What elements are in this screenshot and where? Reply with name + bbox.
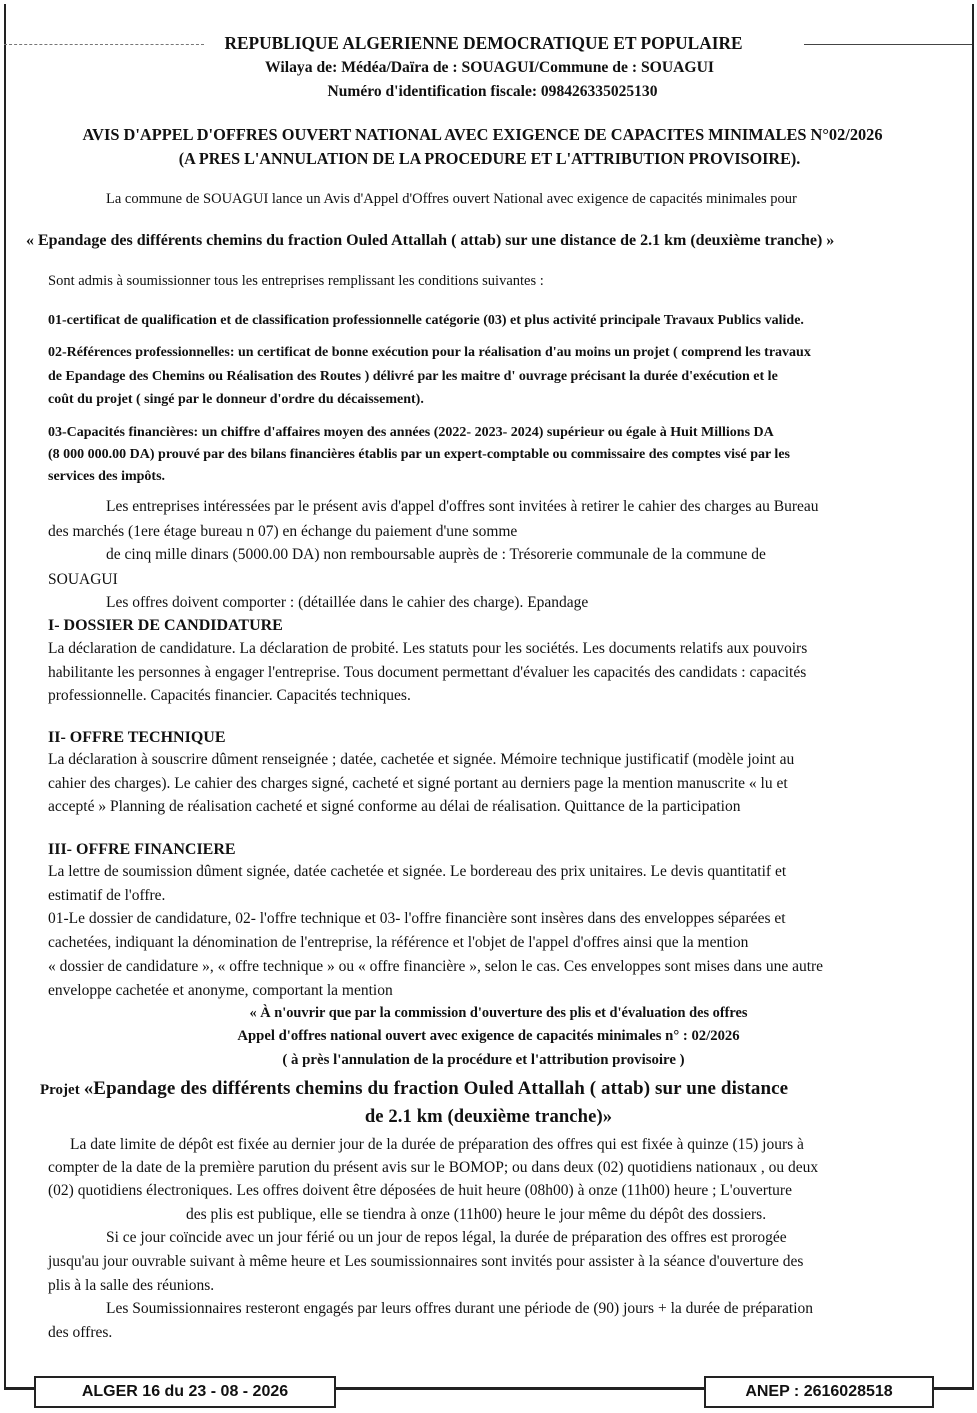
retrait-line: de cinq mille dinars (5000.00 DA) non remboursable auprès de : Trésorerie communale de la commune de: [106, 546, 766, 563]
section-title: II- OFFRE TECHNIQUE: [48, 729, 226, 746]
closing-line: Les Soumissionnaires resteront engagés par leurs offres durant une période de (90) jours + la durée de préparation: [106, 1300, 814, 1317]
notice-subtitle: (A PRES L'ANNULATION DE LA PROCEDURE ET L'ATTRIBUTION PROVISOIRE).: [178, 149, 801, 168]
retrait-line: des marchés (1ere étage bureau n 07) en échange du paiement d'une somme: [48, 523, 518, 540]
section-line: 01-Le dossier de candidature, 02- l'offre technique et 03- l'offre financière sont insères dans des enveloppes séparées et: [48, 910, 786, 927]
project-name-2: de 2.1 km (deuxième tranche)»: [364, 1106, 613, 1127]
condition-2-line: de Epandage des Chemins ou Réalisation des Routes ) délivré par les maitre d' ouvrage précisant la durée d'exécution et le: [48, 369, 778, 384]
section-line: La lettre de soumission dûment signée, datée cachetée et signée. Le bordereau des prix unitaires. Le devis quantitatif et: [48, 863, 787, 880]
section-line: estimatif de l'offre.: [48, 887, 166, 904]
section-title: I- DOSSIER DE CANDIDATURE: [48, 617, 283, 634]
retrait-line: Les entreprises intéressées par le présent avis d'appel d'offres sont invitées à retirer le cahier des charges au Bureau: [106, 498, 819, 515]
section-title: III- OFFRE FINANCIERE: [48, 841, 236, 858]
project-prefix: Projet: [40, 1082, 80, 1098]
mention-line: ( à près l'annulation de la procédure et l'attribution provisoire ): [282, 1052, 685, 1068]
section-line: « dossier de candidature », « offre technique » ou « offre financière », selon le cas. Ces enveloppes sont mises dans une autre: [48, 958, 824, 975]
condition-3-line: services des impôts.: [48, 469, 166, 484]
closing-line: plis à la salle des réunions.: [48, 1277, 215, 1294]
project-title: « Epandage des différents chemins du fraction Ouled Attallah ( attab) sur une distance de 2.1 km (deuxième tranche) »: [26, 232, 835, 249]
fiscal-id: Numéro d'identification fiscale: 098426335025130: [327, 83, 658, 100]
condition-2-line: coût du projet ( singé par le donneur d'ordre du décaissement).: [48, 392, 424, 407]
intro-text: La commune de SOUAGUI lance un Avis d'Appel d'Offres ouvert National avec exigence de capacités minimales pour: [106, 191, 797, 207]
closing-line: des offres.: [48, 1324, 113, 1341]
closing-line: des plis est publique, elle se tiendra à onze (11h00) heure le jour même du dépôt des dossiers.: [186, 1206, 767, 1223]
section-line: La déclaration de candidature. La déclaration de probité. Les statuts pour les sociétés. Les documents relatifs aux pouvoirs: [48, 640, 808, 657]
condition-1: 01-certificat de qualification et de classification professionnelle catégorie (03) et plus activité principale Travaux Publics valide.: [48, 313, 804, 328]
condition-2-line: 02-Références professionnelles: un certificat de bonne exécution pour la réalisation d'au moins un projet ( comprend les travaux: [48, 345, 811, 360]
closing-line: jusqu'au jour ouvrable suivant à même heure et Les soumissionnaires sont invités pour assister à la séance d'ouverture des: [48, 1253, 804, 1270]
mention-project: [40, 1078, 788, 1100]
section-line: La déclaration à souscrire dûment renseignée ; datée, cachetée et signée. Mémoire technique justificatif (modèle joint au: [48, 751, 795, 768]
condition-3-line: (8 000 000.00 DA) prouvé par des bilans financières établis par un expert-comptable ou commissaire des comptes visé par les: [48, 447, 790, 462]
mention-line: « À n'ouvrir que par la commission d'ouverture des plis et d'évaluation des offres: [249, 1005, 748, 1021]
section-line: accepté » Planning de réalisation cacheté et signé conforme au délai de réalisation. Quittance de la participation: [48, 798, 741, 815]
condition-3-line: 03-Capacités financières: un chiffre d'affaires moyen des années (2022- 2023- 2024) supérieur ou égale à Huit Millions DA: [48, 425, 774, 440]
wilaya-line: Wilaya de: Médéa/Daïra de : SOUAGUI/Commune de : SOUAGUI: [265, 59, 714, 76]
notice-title: AVIS D'APPEL D'OFFRES OUVERT NATIONAL AVEC EXIGENCE DE CAPACITES MINIMALES N°02/2026: [82, 125, 883, 144]
admitted-text: Sont admis à soumissionner tous les entreprises remplissant les conditions suivantes :: [48, 273, 544, 289]
section-line: professionnelle. Capacités financier. Capacités techniques.: [48, 687, 411, 704]
closing-line: Si ce jour coïncide avec un jour férié ou un jour de repos légal, la durée de préparation des offres est prorogée: [106, 1229, 787, 1246]
retrait-line: SOUAGUI: [48, 571, 118, 588]
section-line: enveloppe cachetée et anonyme, comportant la mention: [48, 982, 393, 999]
republic-header: REPUBLIQUE ALGERIENNE DEMOCRATIQUE ET POPULAIRE: [224, 33, 743, 53]
closing-line: (02) quotidiens électroniques. Les offres doivent être déposées de huit heure (08h00) à onze (11h00) heure ; L'ouverture: [48, 1182, 792, 1199]
anep-number: ANEP : 2616028518: [704, 1376, 934, 1408]
publication-reference: ALGER 16 du 23 - 08 - 2026: [34, 1376, 336, 1408]
retrait-line: Les offres doivent comporter : (détaillée dans le cahier des charge). Epandage: [106, 594, 589, 611]
closing-line: compter de la date de la première parution du présent avis sur le BOMOP; ou dans deux (02) quotidiens nationaux , ou deux: [48, 1159, 819, 1176]
section-line: cahier des charges). Le cahier des charges signé, cacheté et signé portant au derniers page la mention manuscrite « lu et: [48, 775, 788, 792]
mention-line: Appel d'offres national ouvert avec exigence de capacités minimales n° : 02/2026: [237, 1028, 740, 1044]
section-line: cachetées, indiquant la dénomination de l'entreprise, la référence et l'objet de l'appel d'offres ainsi que la mention: [48, 934, 749, 951]
section-line: habilitante les personnes à engager l'entreprise. Tous document permettant d'évaluer les capacités des candidats : capacités: [48, 664, 807, 681]
project-name: «Epandage des différents chemins du fraction Ouled Attallah ( attab) sur une distance: [83, 1078, 789, 1099]
closing-line: La date limite de dépôt est fixée au dernier jour de la durée de préparation des offres qui est fixée à quinze (15) jours à: [70, 1136, 804, 1153]
